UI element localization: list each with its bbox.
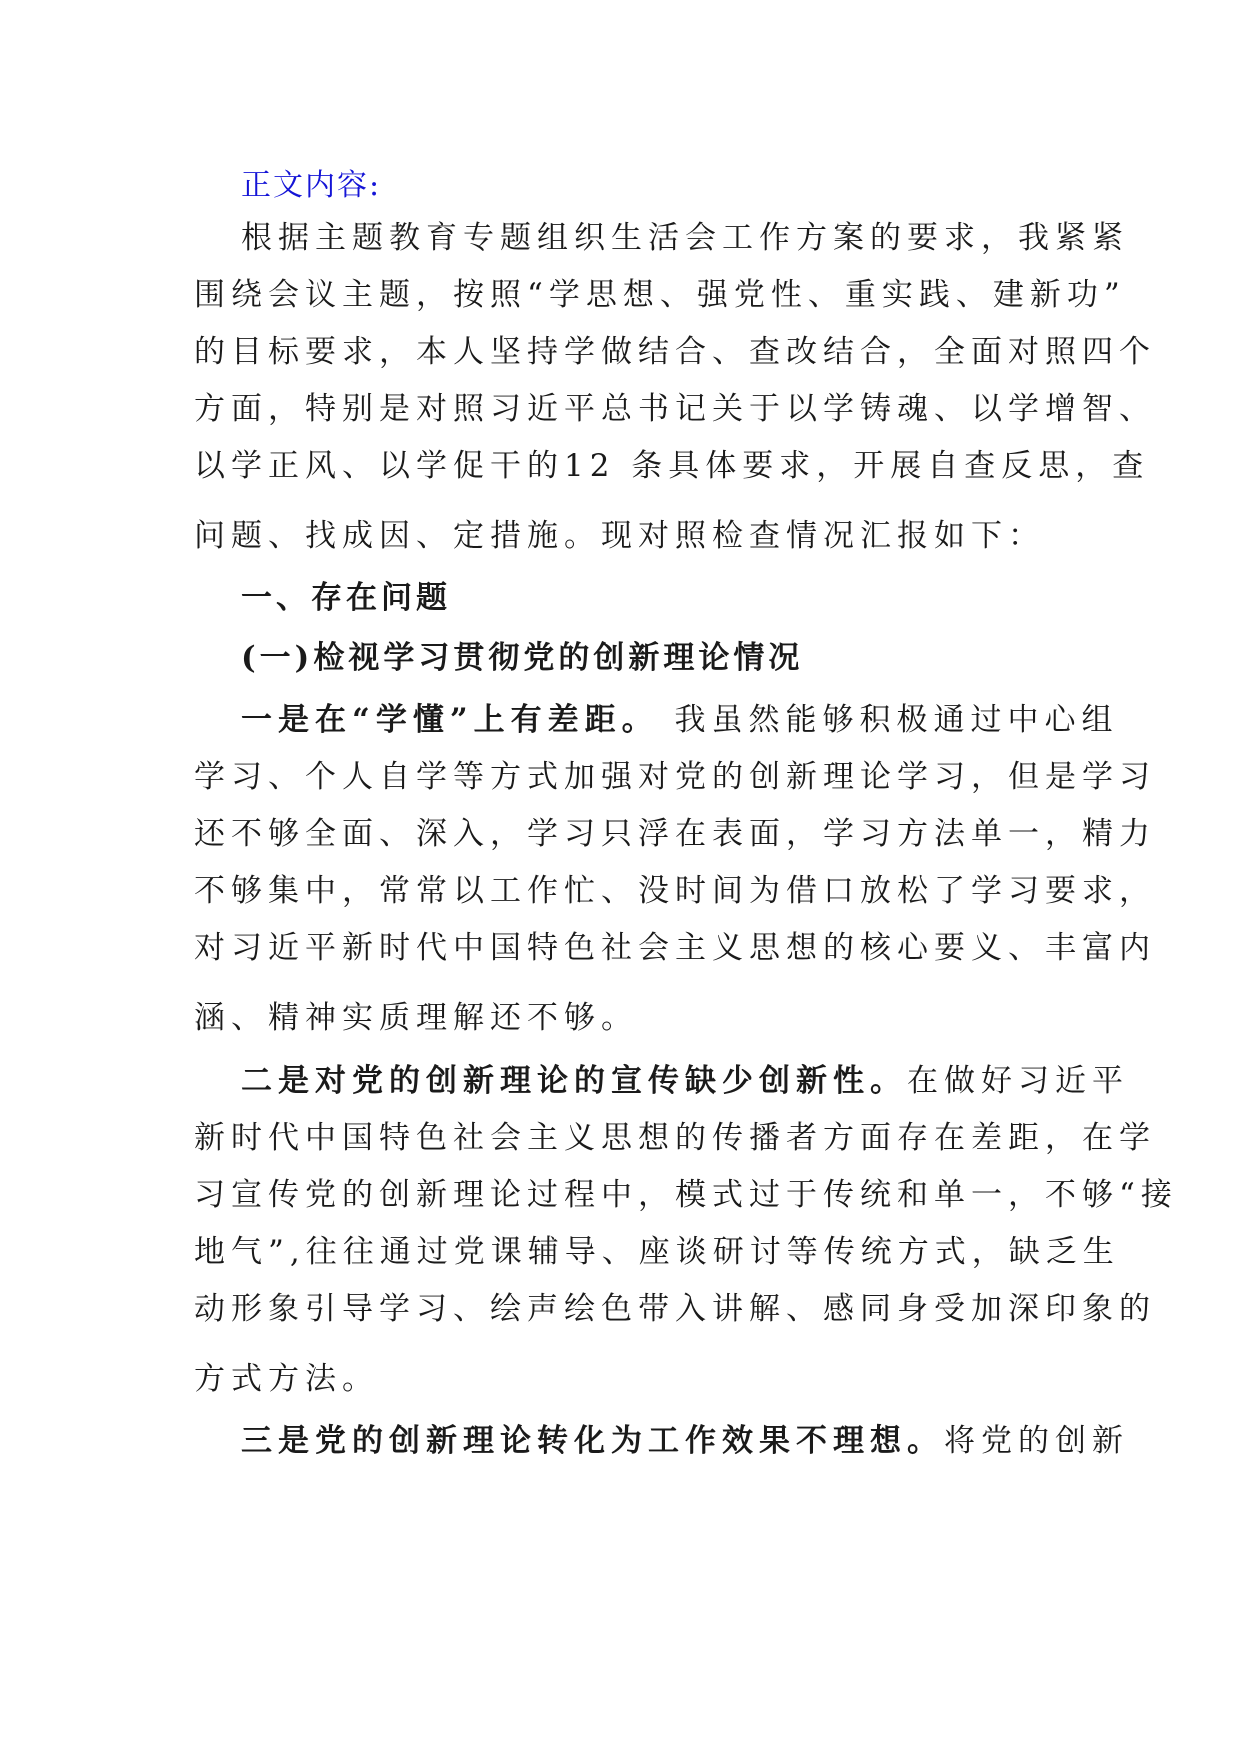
p1-first-line: [241, 700, 1119, 740]
p2-line-2: 新时代中国特色社会主义思想的传播者方面存在差距，在学: [194, 1120, 1156, 1156]
heading-level-1: 一、存在问题: [241, 580, 451, 616]
intro-line-1: 根据主题教育专题组织生活会工作方案的要求，我紧紧: [241, 220, 1129, 256]
p1-first-rest: 我虽然能够积极通过中心组: [658, 702, 1119, 738]
p2-line-6: 方式方法。: [194, 1361, 379, 1397]
p2-bold-lead: 二是对党的创新理论的宣传缺少创新性。: [241, 1063, 907, 1099]
p1-bold-lead: 一是在“学懂”上有差距。: [241, 702, 659, 738]
intro-line-4: 方面，特别是对照习近平总书记关于以学铸魂、以学增智、: [194, 391, 1156, 427]
p1-line-2: 学习、个人自学等方式加强对党的创新理论学习，但是学习: [194, 759, 1156, 795]
p1-line-3: 还不够全面、深入，学习只浮在表面，学习方法单一，精力: [194, 816, 1156, 852]
p3-first-rest: 将党的创新: [944, 1423, 1129, 1459]
intro-line-2: 围绕会议主题，按照“学思想、强党性、重实践、建新功”: [194, 277, 1126, 313]
p1-line-6: 涵、精神实质理解还不够。: [194, 1000, 638, 1036]
p2-line-3: 习宣传党的创新理论过程中，模式过于传统和单一，不够“接: [194, 1177, 1178, 1213]
p1-line-5: 对习近平新时代中国特色社会主义思想的核心要义、丰富内: [194, 930, 1156, 966]
intro-line-3: 的目标要求，本人坚持学做结合、查改结合，全面对照四个: [194, 334, 1156, 370]
p2-first-rest: 在做好习近平: [907, 1063, 1129, 1099]
p2-first-line: [241, 1061, 1129, 1101]
p1-line-4: 不够集中，常常以工作忙、没时间为借口放松了学习要求，: [194, 873, 1156, 909]
heading-level-2: (一)检视学习贯彻党的创新理论情况: [241, 640, 804, 676]
intro-line-5: 以学正风、以学促干的12 条具体要求，开展自查反思，查: [194, 448, 1150, 484]
p2-line-4: 地气”,往往通过党课辅导、座谈研讨等传统方式，缺乏生: [194, 1234, 1120, 1270]
content-label: 正文内容:: [241, 168, 382, 203]
intro-line-6: 问题、找成因、定措施。现对照检查情况汇报如下：: [194, 518, 1045, 554]
p2-line-5: 动形象引导学习、绘声绘色带入讲解、感同身受加深印象的: [194, 1291, 1156, 1327]
p3-first-line: [241, 1421, 1129, 1461]
p3-bold-lead: 三是党的创新理论转化为工作效果不理想。: [241, 1423, 944, 1459]
